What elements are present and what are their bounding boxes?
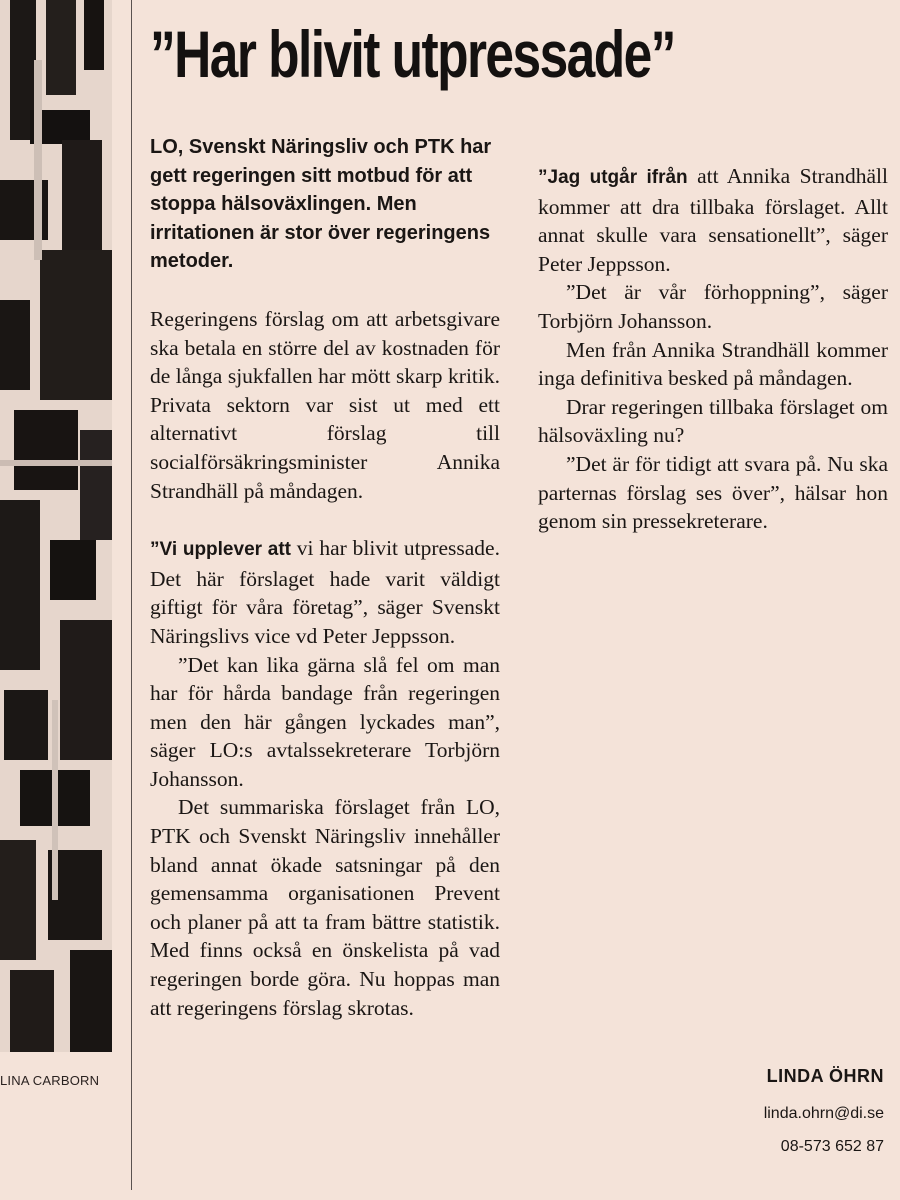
headline: ”Har blivit utpressade” [150, 17, 675, 91]
body-paragraph-8: Drar regeringen tillbaka förslaget om hälsoväxling nu? [538, 394, 888, 448]
abstract-art-photo-icon [0, 0, 112, 1052]
body-paragraph-5-text: att Annika Strandhäll kommer att dra tillbaka förslaget. Allt annat skulle vara sensationellt”, säger Peter Jeppsson. [538, 164, 888, 276]
byline-email: linda.ohrn@di.se [763, 1105, 884, 1122]
lead-paragraph: LO, Svenskt Näringsliv och PTK har gett regeringen sitt motbud för att stoppa hälsoväxlingen. Men irritationen är stor över regeringens metoder. [150, 136, 492, 273]
body-paragraph-5 [538, 162, 888, 278]
photo-credit: LINA CARBORN [0, 1073, 100, 1088]
body-paragraph-2-text: vi har blivit utpressade. Det här förslaget hade varit väldigt giftigt för våra företag”, säger Svenskt Näringslivs vice vd Peter Jeppsson. [150, 536, 500, 648]
article-column-2 [538, 133, 888, 536]
byline-phone: 08-573 652 87 [780, 1138, 884, 1155]
body-paragraph-2 [150, 534, 500, 650]
article-column-1 [150, 133, 500, 1022]
quote-kicker-2: ”Jag utgår ifrån [538, 167, 688, 188]
column-divider [131, 0, 132, 1190]
body-paragraph-4: Det summariska förslaget från LO, PTK och Svenskt Näringsliv innehåller bland annat ökade satsningar på den gemensamma organisationen Prevent och planer på att ta fram bättre statistik. Med finns också en önskelista på vad regeringen borde göra. Nu hoppas man att regeringens förslag skrotas. [150, 795, 500, 1020]
quote-kicker: ”Vi upplever att [150, 539, 291, 561]
body-paragraph-7: Men från Annika Strandhäll kommer inga definitiva besked på måndagen. [538, 337, 888, 391]
byline-name: LINDA ÖHRN [766, 1066, 884, 1086]
next-article-fragment [0, 1186, 130, 1200]
article-photo [0, 0, 112, 1052]
body-paragraph-3: ”Det kan lika gärna slå fel om man har för hårda bandage från regeringen men den här gången lyckades man”, säger LO:s avtalssekreterare Torbjörn Johansson. [150, 652, 500, 791]
body-paragraph-6: ”Det är vår förhoppning”, säger Torbjörn Johansson. [538, 280, 888, 333]
body-paragraph-9: ”Det är för tidigt att svara på. Nu ska parternas förslag ses över”, hälsar hon genom sin pressekreterare. [538, 451, 888, 534]
body-paragraph-1: Regeringens förslag om att arbetsgivare ska betala en större del av kostnaden för de långa sjukfallen har mött skarp kritik. Privata sektorn var sist ut med ett alternativt förslag till socialförsäkringsminister Annika Strandhäll på måndagen. [150, 306, 500, 503]
